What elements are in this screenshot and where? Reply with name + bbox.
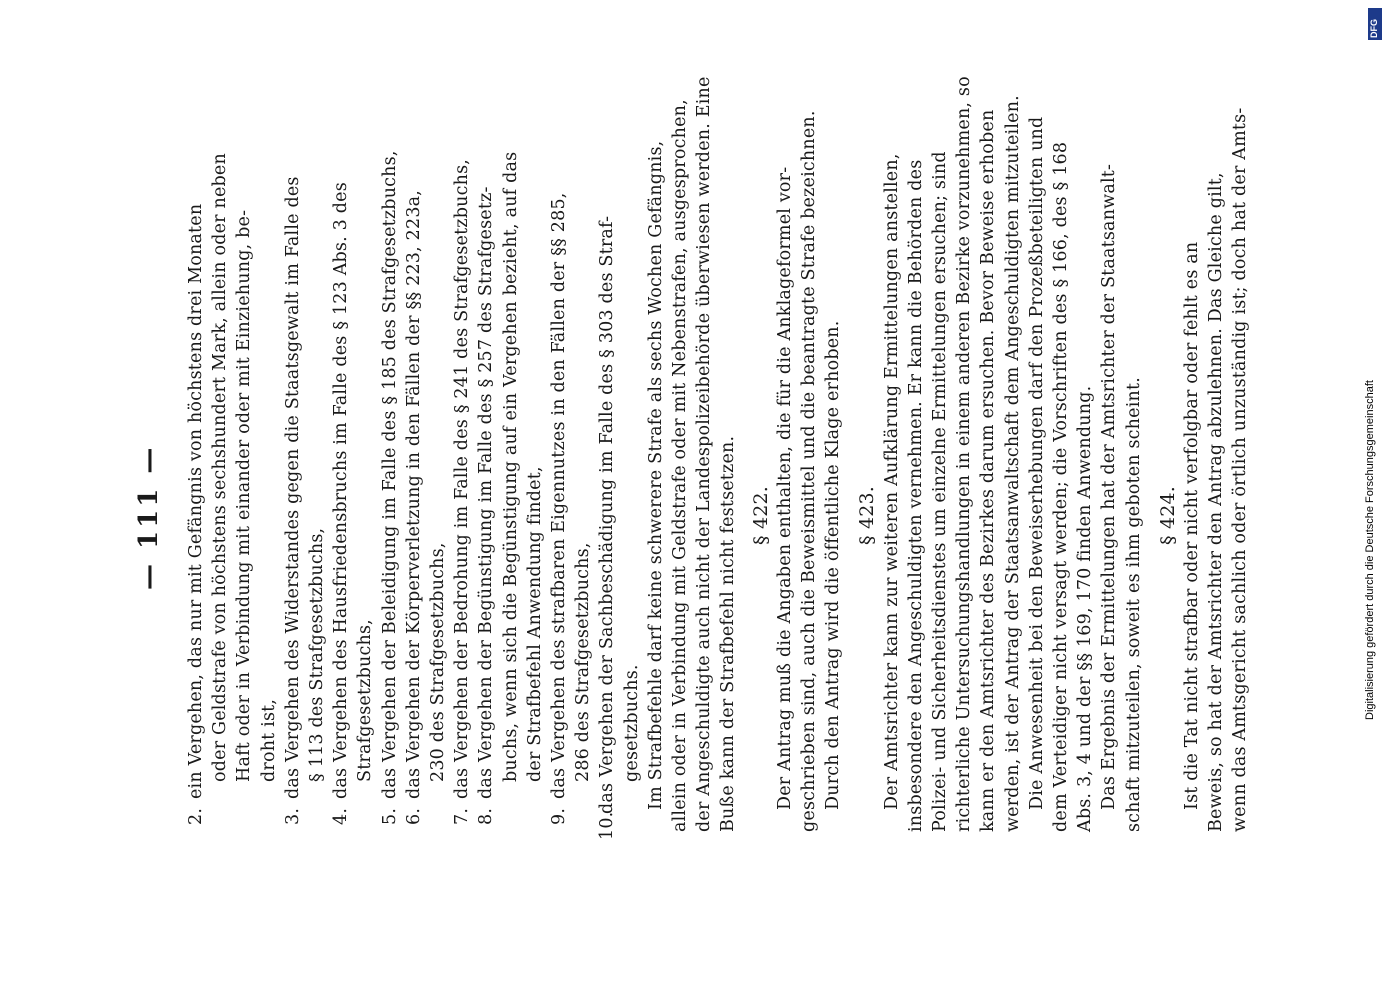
section-heading: § 422. bbox=[749, 485, 772, 545]
list-item-number: 7. bbox=[452, 807, 473, 825]
list-item-number: 5. bbox=[379, 807, 400, 825]
funding-note-text: Digitalisierung gefördert durch die Deutsche Forschungsgemeinschaft bbox=[1364, 380, 1376, 720]
list-item-text: das Vergehen der Sachbeschädigung im Falle des § 303 des Straf- bbox=[597, 215, 618, 814]
list-item-number: 4. bbox=[331, 807, 352, 825]
paragraph-line: dem Verteidiger nicht versagt werden; die Vorschriften des § 166, des § 168 bbox=[1051, 141, 1071, 832]
funding-note bbox=[1364, 30, 1383, 730]
paragraph-line: Durch den Antrag wird die öffentliche Klage erhoben. bbox=[823, 320, 844, 810]
list-item-text: das Vergehen der Begünstigung im Falle des § 257 des Strafgesetz- bbox=[476, 186, 497, 799]
list-item-number: 6. bbox=[403, 807, 424, 825]
paragraph-line: Beweis, so hat der Amtsrichter den Antrag abzulehnen. Das Gleiche gilt, bbox=[1206, 172, 1227, 832]
paragraph-line: Der Amtsrichter kann zur weiteren Aufklärung Ermittelungen anstellen, bbox=[881, 153, 902, 810]
list-item-number: 9. bbox=[549, 807, 569, 825]
list-item-line bbox=[427, 542, 449, 782]
list-item-text: das Vergehen der Körperverletzung in den Fällen der §§ 223, 223a, bbox=[403, 189, 424, 799]
list-item-text: Strafgesetzbuchs, bbox=[355, 619, 376, 782]
list-item-text: buchs, wenn sich die Begünstigung auf ein Vergehen bezieht, auf das bbox=[500, 151, 521, 782]
list-item-number: 8. bbox=[476, 807, 497, 825]
list-item-line bbox=[403, 190, 425, 825]
paragraph-line: kann er den Amtsrichter des Bezirkes darum ersuchen. Bevor Beweise erhoben bbox=[978, 109, 999, 832]
list-item-text: § 113 des Strafgesetzbuchs, bbox=[307, 527, 327, 782]
list-item-line bbox=[572, 542, 594, 782]
list-item-line bbox=[330, 182, 352, 825]
list-item-text: das Vergehen des Widerstandes gegen die Staatsgewalt im Falle des bbox=[282, 176, 303, 799]
paragraph-line: Ist die Tat nicht strafbar oder nicht verfolgbar oder fehlt es an bbox=[1182, 241, 1202, 810]
list-item-text: das Vergehen des strafbaren Eigennutzes in den Fällen der §§ 285, bbox=[549, 192, 569, 799]
list-item-text: oder Geldstrafe von höchstens sechshundert Mark, allein oder neben bbox=[210, 153, 231, 782]
list-item-line bbox=[524, 466, 546, 782]
list-item-line bbox=[596, 216, 618, 840]
list-item-text: ein Vergehen, das nur mit Gefängnis von höchstens drei Monaten bbox=[186, 203, 206, 799]
paragraph-line: Die Anwesenheit bei den Beweiserhebungen darf den Prozeßbeteiligten und bbox=[1026, 116, 1047, 810]
list-item-number: 2. bbox=[186, 807, 206, 825]
list-item-line bbox=[500, 152, 522, 782]
list-item-line bbox=[475, 186, 497, 825]
paragraph-line: der Angeschuldigte auch nicht der Landespolizeibehörde überwiesen werden. Eine bbox=[694, 76, 715, 832]
list-item-number: 10. bbox=[597, 811, 618, 840]
list-item-text: gesetzbuchs. bbox=[621, 664, 642, 782]
section-heading: § 423. bbox=[856, 485, 879, 545]
paragraph-line: geschrieben sind, auch die Beweismittel und die beantragte Strafe bezeichnen. bbox=[799, 110, 819, 832]
paragraph-line: richterliche Untersuchungshandlungen in einem anderen Bezirke vorzunehmen, so bbox=[954, 76, 975, 832]
dfg-logo: DFG bbox=[1368, 8, 1382, 40]
list-item-line bbox=[621, 664, 643, 782]
list-item-line bbox=[306, 528, 328, 782]
list-item-number: 3. bbox=[282, 807, 303, 825]
paragraph-line: Buße kann der Strafbefehl nicht festsetzen. bbox=[718, 435, 739, 832]
paragraph-line: Abs. 3, 4 und der §§ 169, 170 finden Anwendung. bbox=[1075, 385, 1096, 832]
paragraph-line: allein oder in Verbindung mit Geldstrafe oder mit Nebenstrafen, ausgesprochen, bbox=[670, 99, 690, 832]
list-item-line bbox=[379, 150, 401, 825]
paragraph-line: Der Antrag muß die Angaben enthalten, die für die Anklageformel vor- bbox=[774, 166, 795, 810]
page-number: — 111 — bbox=[134, 444, 164, 590]
list-item-text: der Strafbefehl Anwendung findet, bbox=[524, 466, 545, 782]
paragraph-line: Im Strafbefehle darf keine schwerere Strafe als sechs Wochen Gefängnis, bbox=[645, 140, 666, 810]
paragraph-line: werden, ist der Antrag der Staatsanwaltschaft dem Angeschuldigten mitzuteilen. bbox=[1002, 95, 1023, 832]
list-item-text: das Vergehen der Bedrohung im Falle des § 241 des Strafgesetzbuchs, bbox=[452, 158, 473, 799]
list-item-line bbox=[282, 176, 304, 825]
list-item-line bbox=[233, 210, 255, 782]
paragraph-line: insbesondere den Angeschuldigten vernehmen. Er kann die Behörden des bbox=[905, 159, 926, 832]
paragraph-line: schaft mitzuteilen, soweit es ihm geboten scheint. bbox=[1123, 377, 1144, 832]
list-item-text: Haft oder in Verbindung mit einander oder mit Einziehung, be- bbox=[234, 209, 255, 782]
paragraph-line: Das Ergebnis der Ermittelungen hat der Amtsrichter der Staatsanwalt- bbox=[1099, 163, 1120, 810]
list-item-line bbox=[258, 699, 280, 782]
section-heading: § 424. bbox=[1156, 485, 1179, 545]
list-item-text: das Vergehen der Beleidigung im Falle des § 185 des Strafgesetzbuchs, bbox=[379, 150, 400, 799]
list-item-text: 286 des Strafgesetzbuchs, bbox=[573, 542, 594, 782]
list-item-line bbox=[209, 153, 231, 782]
list-item-line bbox=[451, 159, 473, 825]
list-item-line bbox=[185, 204, 207, 825]
list-item-line bbox=[354, 619, 376, 782]
paragraph-line: Polizei- und Sicherheitsdienstes um einzelne Ermittelungen ersuchen; sind bbox=[930, 151, 950, 832]
list-item-text: 230 des Strafgesetzbuchs, bbox=[428, 542, 448, 782]
list-item-line bbox=[548, 192, 570, 825]
paragraph-line: wenn das Amtsgericht sachlich oder örtlich unzuständig ist; doch hat der Amts- bbox=[1230, 107, 1251, 832]
list-item-text: droht ist, bbox=[258, 698, 279, 782]
list-item-text: das Vergehen des Hausfriedensbruchs im Falle des § 123 Abs. 3 des bbox=[331, 182, 352, 799]
